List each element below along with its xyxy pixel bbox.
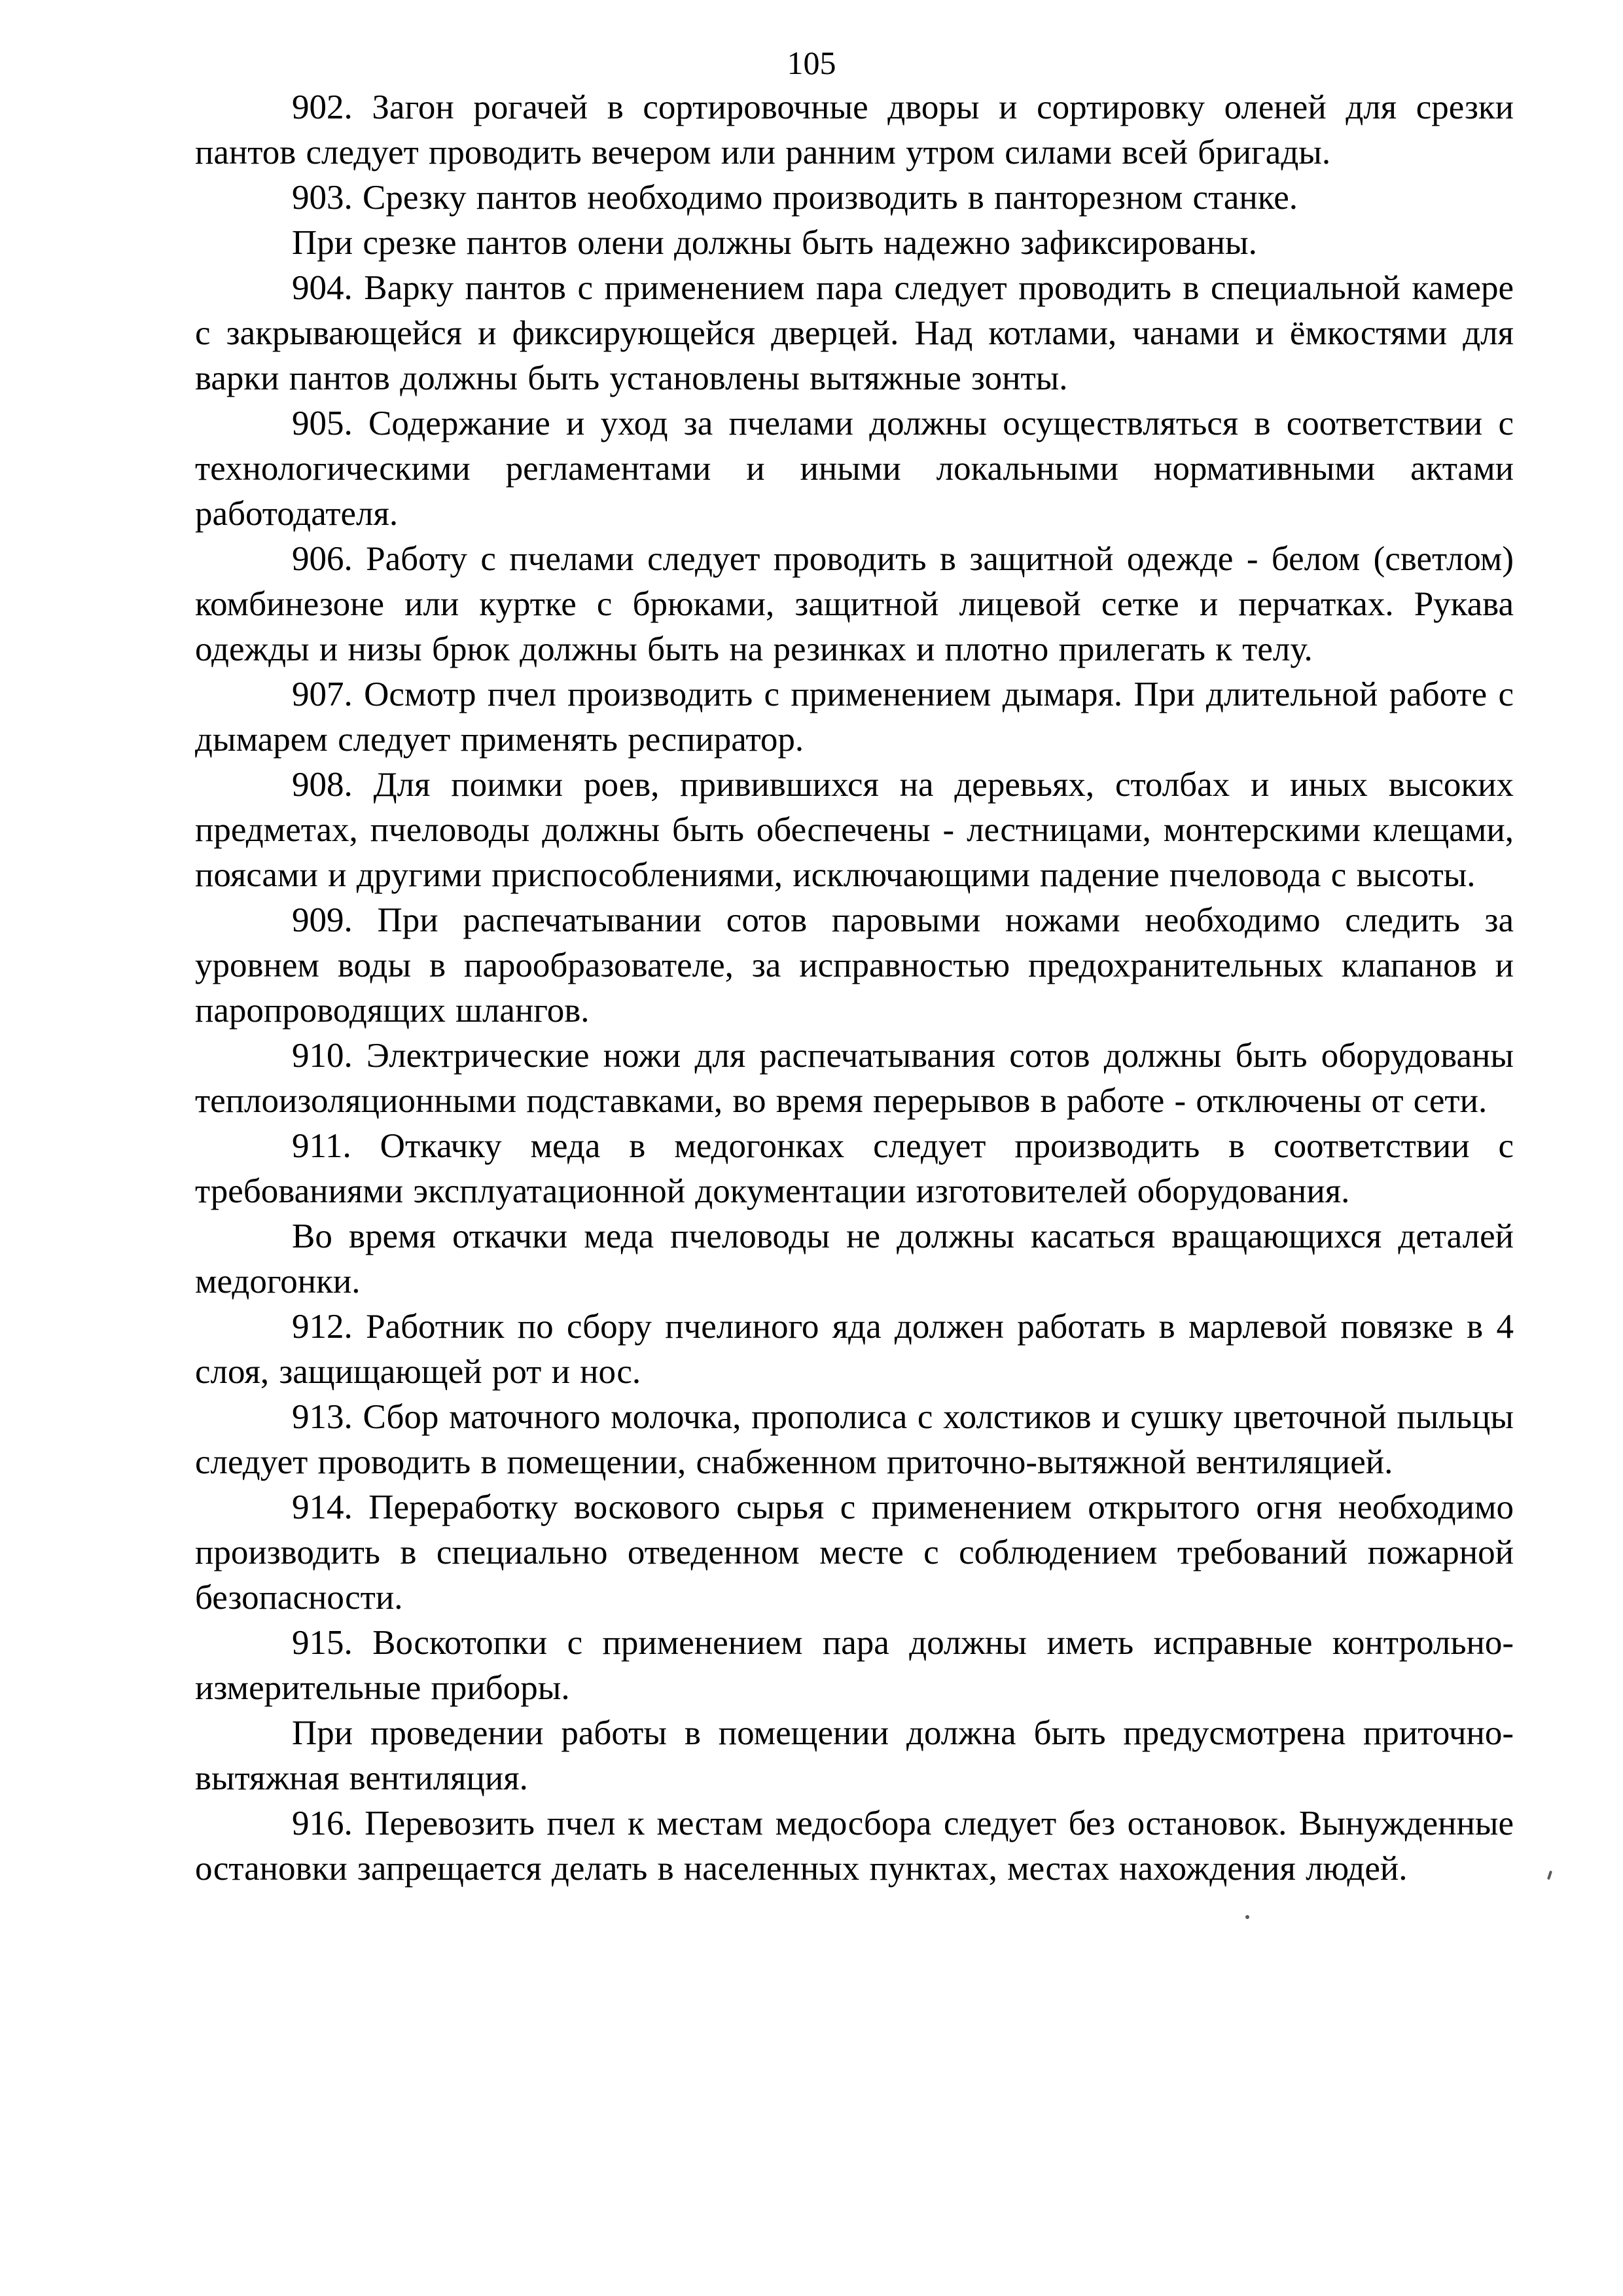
paragraph-915-continued: При проведении работы в помещении должна быть предусмотрена приточно-вытяжная вентиляция. xyxy=(195,1714,1514,1797)
paragraph-904: 904. Варку пантов с применением пара следует проводить в специальной камере с закрывающейся и фиксирующейся дверцей. Над котлами, чанами и ёмкостями для варки пантов должны быть установлены вытяжные зонты. xyxy=(195,269,1514,397)
scan-speck xyxy=(1547,1871,1552,1880)
paragraph-914: 914. Переработку воскового сырья с применением открытого огня необходимо производить в специально отведенном месте с соблюдением требований пожарной безопасности. xyxy=(195,1488,1514,1617)
paragraph-902: 902. Загон рогачей в сортировочные дворы и сортировку оленей для срезки пантов следует проводить вечером или ранним утром силами всей бригады. xyxy=(195,88,1514,171)
paragraph-911-continued: Во время откачки меда пчеловоды не должны касаться вращающихся деталей медогонки. xyxy=(195,1217,1514,1300)
paragraph-915: 915. Воскотопки с применением пара должны иметь исправные контрольно-измерительные приборы. xyxy=(195,1624,1514,1707)
paragraph-911: 911. Откачку меда в медогонках следует производить в соответствии с требованиями эксплуатационной документации изготовителей оборудования. xyxy=(195,1127,1514,1210)
paragraph-908: 908. Для поимки роев, привившихся на деревьях, столбах и иных высоких предметах, пчеловоды должны быть обеспечены - лестницами, монтерскими клещами, поясами и другими приспособлениями, исключающими падение пчеловода с высоты. xyxy=(195,766,1514,894)
paragraph-905: 905. Содержание и уход за пчелами должны осуществляться в соответствии с технологическими регламентами и иными локальными нормативными актами работодателя. xyxy=(195,404,1514,533)
paragraph-916: 916. Перевозить пчел к местам медосбора следует без остановок. Вынужденные остановки запрещается делать в населенных пунктах, местах нахождения людей. xyxy=(195,1804,1514,1888)
paragraph-907: 907. Осмотр пчел производить с применением дымаря. При длительной работе с дымарем следует применять респиратор. xyxy=(195,675,1514,759)
paragraph-906: 906. Работу с пчелами следует проводить в защитной одежде - белом (светлом) комбинезоне или куртке с брюками, защитной лицевой сетке и перчатках. Рукава одежды и низы брюк должны быть на резинках и плотно прилегать к телу. xyxy=(195,540,1514,668)
scan-speck xyxy=(1245,1915,1249,1919)
paragraph-909: 909. При распечатывании сотов паровыми ножами необходимо следить за уровнем воды в парообразователе, за исправностью предохранительных клапанов и паропроводящих шлангов. xyxy=(195,901,1514,1030)
page-number: 105 xyxy=(787,45,836,81)
paragraph-910: 910. Электрические ножи для распечатывания сотов должны быть оборудованы теплоизоляционными подставками, во время перерывов в работе - отключены от сети. xyxy=(195,1037,1514,1120)
document-body xyxy=(195,80,1514,1892)
paragraph-913: 913. Сбор маточного молочка, прополиса с холстиков и сушку цветочной пыльцы следует проводить в помещении, снабженном приточно-вытяжной вентиляцией. xyxy=(195,1398,1514,1481)
paragraph-903: 903. Срезку пантов необходимо производить в панторезном станке. xyxy=(292,179,1298,217)
paragraph-912: 912. Работник по сбору пчелиного яда должен работать в марлевой повязке в 4 слоя, защищающей рот и нос. xyxy=(195,1308,1514,1391)
paragraph-903-continued: При срезке пантов олени должны быть надежно зафиксированы. xyxy=(292,224,1257,262)
